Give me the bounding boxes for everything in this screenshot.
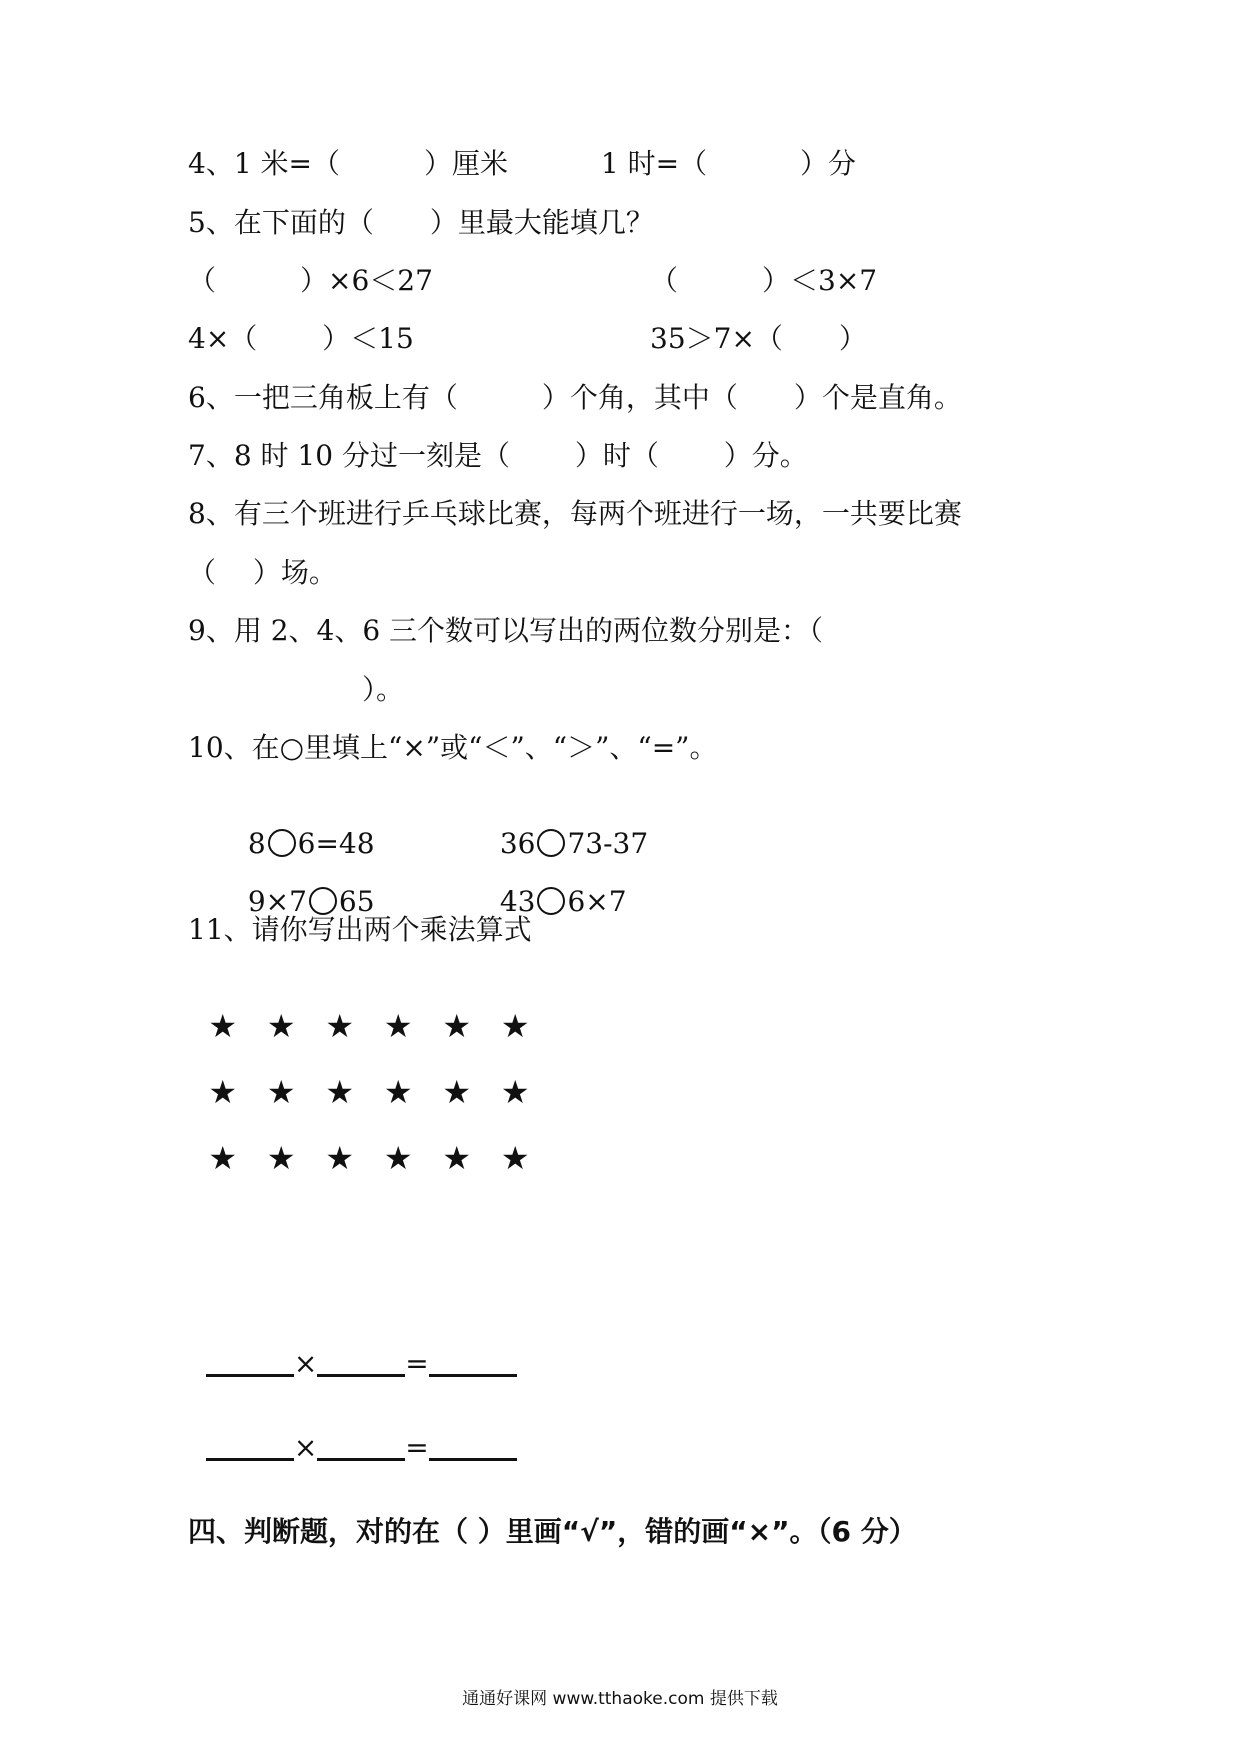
star-icon: ★ — [442, 1073, 472, 1111]
star-icon: ★ — [500, 1007, 530, 1045]
star-icon: ★ — [500, 1073, 530, 1111]
star-row — [188, 1104, 559, 1176]
question-8-line-2: （ ）场。 — [188, 556, 337, 589]
star-icon: ★ — [325, 1007, 355, 1045]
answer-blank[interactable] — [317, 1432, 405, 1461]
times-sign: × — [293, 1431, 318, 1464]
compare-left-value: 9×7 — [247, 885, 307, 918]
question-5a: （ ）×6＜27 — [188, 264, 433, 297]
answer-blank[interactable] — [317, 1348, 405, 1377]
compare-right-value: 65 — [338, 885, 375, 918]
question-6: 6、一把三角板上有（ ）个角，其中（ ）个是直角。 — [188, 381, 962, 414]
section-heading: 四、判断题，对的在（ ）里画“√”，错的画“×”。（6 分） — [188, 1515, 917, 1548]
star-icon: ★ — [208, 1073, 238, 1111]
compare-left-value: 8 — [247, 827, 266, 860]
compare-circle[interactable] — [309, 887, 337, 915]
footer-credit: 通通好课网 www.tthaoke.com 提供下载 — [462, 1689, 778, 1709]
question-5d: 35＞7×（ ） — [650, 322, 867, 355]
star-icon: ★ — [383, 1139, 413, 1177]
star-icon: ★ — [500, 1139, 530, 1177]
compare-left-value: 36 — [499, 827, 536, 860]
star-icon: ★ — [325, 1139, 355, 1177]
answer-blank[interactable] — [206, 1432, 294, 1461]
star-row — [188, 972, 559, 1044]
compare-circle[interactable] — [537, 887, 565, 915]
question-5b: （ ）＜3×7 — [650, 264, 878, 297]
question-4: 4、1 米=（ ）厘米 1 时=（ ）分 — [188, 147, 856, 180]
equals-sign: = — [405, 1347, 429, 1380]
star-icon: ★ — [208, 1007, 238, 1045]
star-icon: ★ — [266, 1007, 296, 1045]
question-5c: 4×（ ）＜15 — [188, 322, 414, 355]
times-sign: × — [293, 1347, 318, 1380]
question-9-line-2: ）。 — [362, 673, 405, 706]
compare-right-value: 73-37 — [567, 827, 649, 860]
star-row — [188, 1038, 559, 1110]
equals-sign: = — [405, 1431, 429, 1464]
star-icon: ★ — [266, 1073, 296, 1111]
star-icon: ★ — [442, 1139, 472, 1177]
answer-blank[interactable] — [429, 1432, 517, 1461]
compare-left-value: 43 — [499, 885, 536, 918]
compare-right-value: 6×7 — [567, 885, 627, 918]
star-icon: ★ — [266, 1139, 296, 1177]
compare-right-value: 6=48 — [297, 827, 375, 860]
question-10: 10、在○里填上“×”或“＜”、“＞”、“=”。 — [188, 731, 718, 764]
question-8-line-1: 8、有三个班进行乒乓球比赛，每两个班进行一场，一共要比赛 — [188, 497, 962, 530]
multiplication-blank-row-1 — [188, 1310, 517, 1382]
question-7: 7、8 时 10 分过一刻是（ ）时（ ）分。 — [188, 439, 808, 472]
answer-blank[interactable] — [429, 1348, 517, 1377]
star-icon: ★ — [442, 1007, 472, 1045]
question-9-line-1: 9、用 2、4、6 三个数可以写出的两位数分别是：（ — [188, 614, 824, 647]
question-11: 11、请你写出两个乘法算式 — [188, 913, 532, 946]
compare-row-2-a — [230, 848, 375, 920]
star-icon: ★ — [325, 1073, 355, 1111]
star-icon: ★ — [383, 1007, 413, 1045]
answer-blank[interactable] — [206, 1348, 294, 1377]
multiplication-blank-row-2 — [188, 1394, 517, 1466]
star-icon: ★ — [383, 1073, 413, 1111]
compare-row-2-b — [482, 848, 627, 920]
question-5: 5、在下面的（ ）里最大能填几？ — [188, 206, 654, 239]
star-icon: ★ — [208, 1139, 238, 1177]
